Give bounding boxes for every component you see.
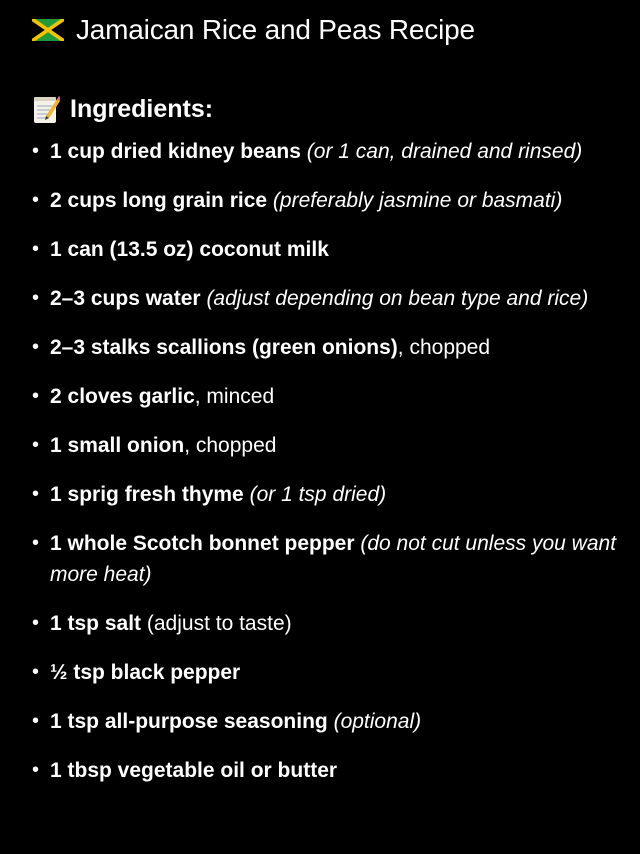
bullet-icon: • bbox=[32, 759, 40, 781]
list-item bbox=[32, 332, 622, 363]
list-item bbox=[32, 479, 622, 510]
ingredient-note: , minced bbox=[194, 385, 275, 408]
ingredient-name: 1 sprig fresh thyme bbox=[50, 483, 244, 506]
ingredient-note-italic: (adjust depending on bean type and rice) bbox=[206, 287, 589, 310]
ingredient-note: (adjust to taste) bbox=[141, 612, 292, 635]
bullet-icon: • bbox=[32, 434, 40, 456]
ingredients-section-header bbox=[32, 92, 622, 126]
list-item bbox=[32, 528, 622, 590]
jamaica-flag-icon bbox=[32, 19, 64, 41]
ingredient-note-italic: (preferably jasmine or basmati) bbox=[272, 189, 563, 212]
ingredient-name: 1 tbsp vegetable oil or butter bbox=[50, 759, 338, 782]
list-item bbox=[32, 755, 622, 786]
list-item bbox=[32, 430, 622, 461]
bullet-icon: • bbox=[32, 710, 40, 732]
bullet-icon: • bbox=[32, 661, 40, 683]
ingredient-name: 1 tsp all-purpose seasoning bbox=[50, 710, 328, 733]
ingredient-name: 2 cups long grain rice bbox=[50, 189, 268, 212]
ingredient-name: 2–3 stalks scallions (green onions) bbox=[50, 336, 398, 359]
ingredient-name: 2 cloves garlic bbox=[50, 385, 195, 408]
list-item bbox=[32, 185, 622, 216]
ingredient-name: 1 can (13.5 oz) coconut milk bbox=[50, 238, 329, 261]
bullet-icon: • bbox=[32, 532, 40, 554]
list-item bbox=[32, 234, 622, 265]
bullet-icon: • bbox=[32, 483, 40, 505]
page-title: Jamaican Rice and Peas Recipe bbox=[76, 14, 475, 45]
ingredient-name: 1 small onion bbox=[50, 434, 185, 457]
bullet-icon: • bbox=[32, 385, 40, 407]
list-item bbox=[32, 136, 622, 167]
ingredient-list bbox=[32, 136, 622, 786]
list-item bbox=[32, 381, 622, 412]
memo-icon bbox=[32, 94, 60, 124]
bullet-icon: • bbox=[32, 336, 40, 358]
ingredient-name: 1 whole Scotch bonnet pepper bbox=[50, 532, 355, 555]
list-item bbox=[32, 706, 622, 737]
ingredient-note-italic: (optional) bbox=[333, 710, 422, 733]
ingredient-name: 2–3 cups water bbox=[50, 287, 201, 310]
ingredient-name: ½ tsp black pepper bbox=[50, 661, 241, 684]
bullet-icon: • bbox=[32, 238, 40, 260]
bullet-icon: • bbox=[32, 287, 40, 309]
ingredients-heading: Ingredients: bbox=[70, 94, 214, 123]
bullet-icon: • bbox=[32, 189, 40, 211]
bullet-icon: • bbox=[32, 612, 40, 634]
title-row bbox=[32, 12, 622, 48]
ingredient-note: , chopped bbox=[184, 434, 277, 457]
ingredient-note-italic: (or 1 tsp dried) bbox=[249, 483, 387, 506]
ingredient-name: 1 cup dried kidney beans bbox=[50, 140, 301, 163]
ingredient-note: , chopped bbox=[397, 336, 491, 359]
list-item bbox=[32, 657, 622, 688]
list-item bbox=[32, 283, 622, 314]
ingredient-note-italic: (or 1 can, drained and rinsed) bbox=[306, 140, 583, 163]
ingredient-name: 1 tsp salt bbox=[50, 612, 142, 635]
bullet-icon: • bbox=[32, 140, 40, 162]
list-item bbox=[32, 608, 622, 639]
ingredient-note-italic: (do not cut unless you want more heat) bbox=[50, 532, 617, 586]
